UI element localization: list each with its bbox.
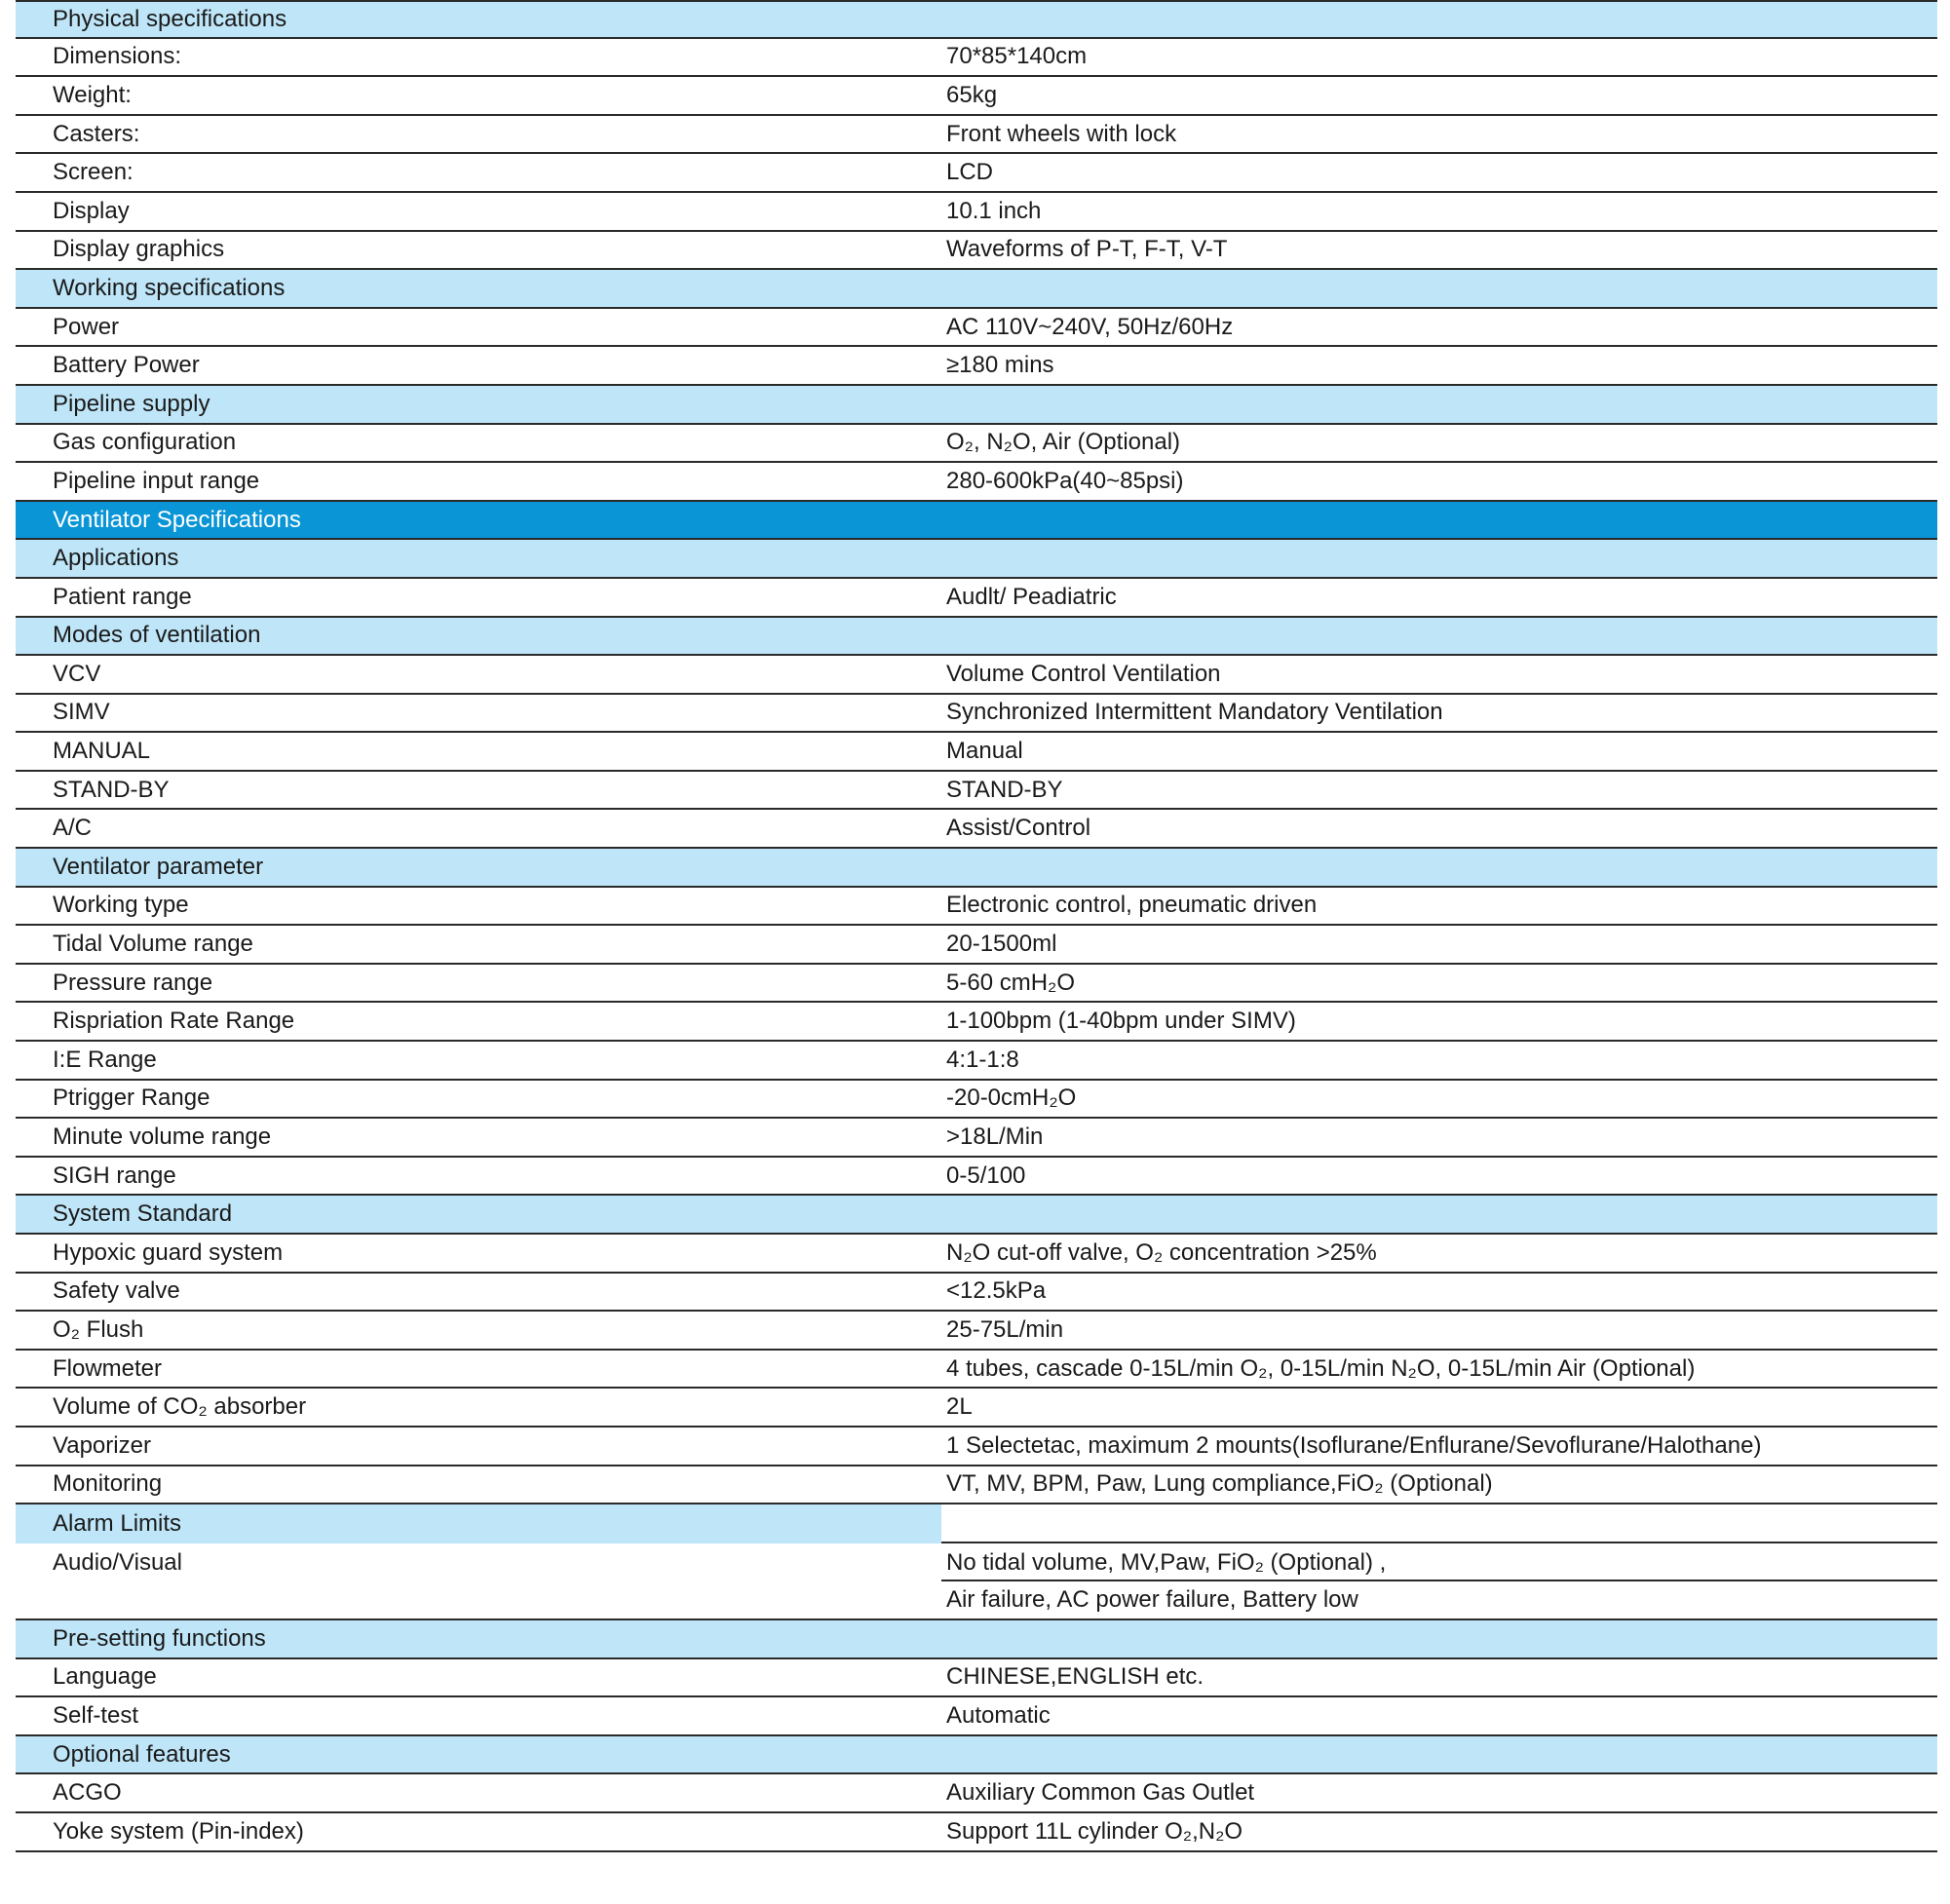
- spec-value: LCD: [946, 159, 994, 186]
- spec-label: Power: [53, 313, 120, 340]
- spec-label: Hypoxic guard system: [53, 1238, 284, 1266]
- spec-row: [16, 1774, 1937, 1813]
- spec-label: Weight:: [53, 81, 132, 108]
- spec-label: Pipeline input range: [53, 467, 260, 494]
- spec-row: [16, 1697, 1937, 1736]
- spec-row: [16, 1466, 1937, 1505]
- section-title: Applications: [53, 545, 179, 572]
- spec-row: [16, 1081, 1937, 1120]
- spec-value: CHINESE,ENGLISH etc.: [946, 1663, 1204, 1691]
- section-header: [16, 1736, 1937, 1775]
- spec-row: [16, 810, 1937, 849]
- spec-value: 4:1-1:8: [946, 1046, 1019, 1073]
- spec-label: Audio/Visual: [53, 1548, 182, 1576]
- spec-label: MANUAL: [53, 738, 151, 765]
- spec-row: [16, 463, 1937, 502]
- spec-row: [16, 1659, 1937, 1698]
- spec-label: Gas configuration: [53, 429, 237, 456]
- section-header: [16, 1620, 1937, 1659]
- section-title: Working specifications: [53, 274, 286, 301]
- spec-row: [16, 77, 1937, 116]
- spec-label: Tidal Volume range: [53, 931, 253, 958]
- spec-value: Volume Control Ventilation: [946, 660, 1221, 687]
- spec-row: [16, 1389, 1937, 1428]
- spec-row: [16, 926, 1937, 965]
- spec-value: 70*85*140cm: [946, 43, 1088, 70]
- spec-value: ≥180 mins: [946, 352, 1054, 379]
- section-header: [16, 1504, 1937, 1543]
- spec-value: -20-0cmH₂O: [946, 1085, 1077, 1112]
- spec-row: [16, 695, 1937, 734]
- spec-row: [16, 733, 1937, 772]
- spec-row: [16, 1351, 1937, 1390]
- spec-label: ACGO: [53, 1779, 122, 1807]
- spec-value: Synchronized Intermittent Mandatory Ventilation: [946, 699, 1443, 726]
- spec-label: Battery Power: [53, 352, 200, 379]
- section-title: System Standard: [53, 1200, 233, 1228]
- spec-label: Minute volume range: [53, 1123, 272, 1151]
- section-header: [16, 502, 1937, 541]
- section-title: Pre-setting functions: [53, 1624, 266, 1652]
- spec-label: Patient range: [53, 583, 192, 610]
- spec-value: Automatic: [946, 1701, 1051, 1729]
- spec-value: Manual: [946, 738, 1023, 765]
- spec-label: Yoke system (Pin-index): [53, 1817, 304, 1845]
- spec-label: SIGH range: [53, 1161, 176, 1189]
- spec-row: [16, 1312, 1937, 1351]
- spec-value: 5-60 cmH₂O: [946, 969, 1076, 996]
- spec-row: [16, 154, 1937, 193]
- spec-row: [16, 965, 1937, 1004]
- spec-value: Audlt/ Peadiatric: [946, 583, 1117, 610]
- spec-row: [16, 888, 1937, 927]
- spec-value: <12.5kPa: [946, 1277, 1047, 1305]
- spec-value: Front wheels with lock: [946, 120, 1177, 147]
- spec-value: Air failure, AC power failure, Battery low: [946, 1586, 1358, 1614]
- spec-row: [16, 656, 1937, 695]
- section-header: [16, 1196, 1937, 1235]
- spec-row: [16, 1235, 1937, 1274]
- spec-value: Assist/Control: [946, 815, 1091, 842]
- spec-label: Display: [53, 197, 130, 224]
- section-header: [16, 386, 1937, 425]
- spec-row: [16, 1042, 1937, 1081]
- spec-row: [16, 1581, 1937, 1620]
- spec-label: Monitoring: [53, 1470, 163, 1498]
- spec-value: 20-1500ml: [946, 931, 1057, 958]
- spec-label: I:E Range: [53, 1046, 157, 1073]
- spec-value: Waveforms of P-T, F-T, V-T: [946, 236, 1228, 263]
- section-header: [16, 540, 1937, 579]
- section-header: [16, 0, 1937, 39]
- spec-value: N₂O cut-off valve, O₂ concentration >25%: [946, 1238, 1377, 1266]
- spec-value: Support 11L cylinder O₂,N₂O: [946, 1817, 1243, 1845]
- spec-value: 1 Selectetac, maximum 2 mounts(Isoflurane/Enflurane/Sevoflurane/Halothane): [946, 1431, 1762, 1459]
- spec-value: 4 tubes, cascade 0-15L/min O₂, 0-15L/min N₂O, 0-15L/min Air (Optional): [946, 1354, 1696, 1382]
- spec-label: VCV: [53, 660, 101, 687]
- spec-value: Auxiliary Common Gas Outlet: [946, 1779, 1255, 1807]
- spec-label: Vaporizer: [53, 1431, 151, 1459]
- spec-row: [16, 309, 1937, 348]
- section-header: [16, 270, 1937, 309]
- spec-label: Casters:: [53, 120, 140, 147]
- spec-value: VT, MV, BPM, Paw, Lung compliance,FiO₂ (Optional): [946, 1470, 1493, 1498]
- spec-label: SIMV: [53, 699, 110, 726]
- section-header: [16, 618, 1937, 657]
- spec-row: [16, 1428, 1937, 1466]
- spec-label: Working type: [53, 892, 189, 919]
- spec-row: [16, 1274, 1937, 1313]
- spec-value: 1-100bpm (1-40bpm under SIMV): [946, 1008, 1296, 1035]
- spec-label: Dimensions:: [53, 43, 182, 70]
- section-title: Physical specifications: [53, 5, 287, 32]
- spec-value: 2L: [946, 1393, 973, 1421]
- spec-value: 0-5/100: [946, 1161, 1026, 1189]
- spec-value: Electronic control, pneumatic driven: [946, 892, 1318, 919]
- spec-value: >18L/Min: [946, 1123, 1044, 1151]
- spec-label: Self-test: [53, 1701, 139, 1729]
- spec-row: [16, 232, 1937, 271]
- spec-label: Ptrigger Range: [53, 1085, 210, 1112]
- spec-row: [16, 347, 1937, 386]
- spec-value: 280-600kPa(40~85psi): [946, 467, 1184, 494]
- spec-row: [16, 579, 1937, 618]
- spec-label: Flowmeter: [53, 1354, 163, 1382]
- spec-value: 65kg: [946, 81, 998, 108]
- spec-label: Display graphics: [53, 236, 225, 263]
- section-title: Optional features: [53, 1740, 231, 1768]
- spec-row: [16, 1158, 1937, 1197]
- spec-label: Safety valve: [53, 1277, 180, 1305]
- spec-label: Pressure range: [53, 969, 213, 996]
- spec-row: [16, 1119, 1937, 1158]
- spec-value: STAND-BY: [946, 776, 1063, 803]
- spec-label: A/C: [53, 815, 93, 842]
- section-title: Ventilator parameter: [53, 853, 264, 880]
- spec-row: [16, 1003, 1937, 1042]
- spec-label: O₂ Flush: [53, 1315, 144, 1343]
- spec-row: [16, 1813, 1937, 1852]
- spec-value: 25-75L/min: [946, 1315, 1064, 1343]
- spec-row: [16, 39, 1937, 78]
- spec-value: AC 110V~240V, 50Hz/60Hz: [946, 313, 1234, 340]
- spec-row: [16, 193, 1937, 232]
- spec-value: O₂, N₂O, Air (Optional): [946, 429, 1181, 456]
- spec-label: STAND-BY: [53, 776, 170, 803]
- spec-row: [16, 1543, 1937, 1582]
- spec-row: [16, 425, 1937, 464]
- spec-table: [16, 0, 1937, 1852]
- spec-label: Language: [53, 1663, 157, 1691]
- spec-label: Rispriation Rate Range: [53, 1008, 295, 1035]
- spec-value: No tidal volume, MV,Paw, FiO₂ (Optional) ,: [946, 1548, 1387, 1576]
- section-title: Alarm Limits: [53, 1509, 182, 1537]
- spec-row: [16, 116, 1937, 155]
- spec-label: Volume of CO₂ absorber: [53, 1393, 307, 1421]
- section-header: [16, 849, 1937, 888]
- section-title: Ventilator Specifications: [53, 506, 301, 533]
- spec-row: [16, 772, 1937, 811]
- section-title: Modes of ventilation: [53, 622, 261, 649]
- section-title: Pipeline supply: [53, 390, 210, 417]
- spec-label: Screen:: [53, 159, 134, 186]
- spec-value: 10.1 inch: [946, 197, 1042, 224]
